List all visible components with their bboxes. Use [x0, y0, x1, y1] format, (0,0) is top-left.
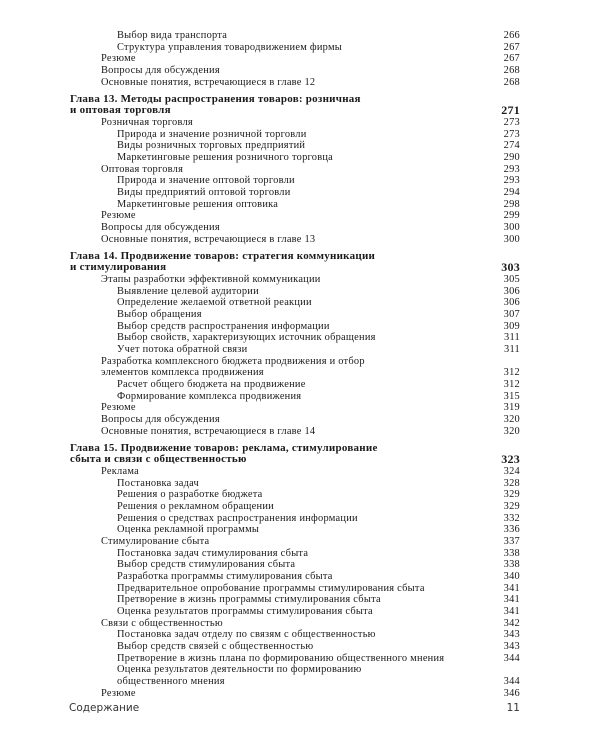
entry-title: Выбор обращения	[117, 309, 202, 321]
entry-page-number: 267	[503, 41, 520, 53]
entry-page-number: 294	[503, 187, 520, 199]
toc-subsection-entry	[70, 140, 520, 152]
toc-section-entry	[70, 426, 520, 438]
chapter-title-line: Глава 14. Продвижение товаров: стратегия коммуникации	[70, 249, 376, 262]
entry-page-number: 332	[503, 512, 520, 524]
entry-page-number: 267	[503, 53, 520, 65]
entry-page-number: 320	[503, 414, 520, 425]
entry-title: Виды предприятий оптовой торговли	[117, 187, 291, 199]
entry-title: Решения о средствах распространения информации	[117, 512, 358, 524]
toc-subsection-entry	[70, 391, 520, 403]
chapter-title-line: сбыта и связи с общественностью	[70, 453, 247, 466]
entry-page-number: 344	[503, 675, 520, 687]
toc-subsection-entry	[70, 583, 520, 595]
entry-title: Выявление целевой аудитории	[117, 285, 259, 297]
entry-page-number: 312	[503, 367, 520, 379]
entry-title: Расчет общего бюджета на продвижение	[117, 379, 306, 391]
entry-page-number: 341	[503, 594, 520, 606]
entry-title: Выбор средств стимулирования сбыта	[117, 559, 296, 571]
entry-page-number: 274	[503, 140, 520, 152]
entry-title: Постановка задач отделу по связям с общественностью	[117, 629, 376, 641]
toc-section-entry	[70, 402, 520, 414]
entry-title: Выбор вида транспорта	[117, 30, 228, 41]
entry-page-number: 329	[503, 501, 520, 513]
entry-page-number: 311	[504, 332, 520, 344]
chapter-page-number: 271	[501, 103, 520, 118]
toc-subsection-entry	[70, 309, 520, 321]
toc-subsection-entry	[70, 513, 520, 525]
entry-title: Вопросы для обсуждения	[101, 222, 220, 233]
entry-title: Постановка задач стимулирования сбыта	[117, 547, 309, 559]
toc-section-entry	[70, 688, 520, 700]
toc-subsection-entry	[70, 199, 520, 211]
entry-title: Маркетинговые решения розничного торговца	[117, 152, 334, 164]
entry-page-number: 329	[503, 489, 520, 501]
toc-subsection-entry	[70, 187, 520, 199]
entry-page-number: 298	[503, 198, 520, 210]
entry-page-number: 311	[504, 344, 520, 356]
entry-title: Основные понятия, встречающиеся в главе 14	[101, 425, 316, 437]
entry-page-number: 343	[503, 629, 520, 641]
entry-title: Резюме	[101, 402, 136, 414]
page-footer	[69, 702, 520, 714]
toc-subsection-entry	[70, 379, 520, 391]
entry-title: Оценка рекламной программы	[117, 524, 260, 536]
entry-page-number: 268	[503, 76, 520, 88]
entry-title: Оптовая торговля	[101, 163, 184, 175]
entry-title: Предварительное опробование программы стимулирования сбыта	[117, 582, 425, 594]
toc-section-entry	[70, 234, 520, 246]
entry-title: Резюме	[101, 53, 136, 65]
entry-page-number: 338	[503, 559, 520, 571]
entry-page-number: 266	[503, 30, 520, 41]
toc-section-entry	[70, 414, 520, 426]
entry-page-number: 300	[503, 222, 520, 233]
entry-title: Решения о рекламном обращении	[117, 501, 274, 513]
entry-title: Этапы разработки эффективной коммуникации	[101, 274, 321, 286]
toc-section-entry	[70, 117, 520, 129]
entry-title: Вопросы для обсуждения	[101, 414, 220, 425]
entry-title: Постановка задач	[117, 477, 200, 489]
entry-page-number: 268	[503, 64, 520, 76]
entry-page-number: 336	[503, 524, 520, 536]
entry-title: Природа и значение розничной торговли	[117, 128, 307, 140]
toc-subsection-entry	[70, 321, 520, 333]
toc-subsection-entry	[70, 30, 520, 42]
running-footer-title: Содержание	[69, 702, 140, 714]
toc-subsection-entry	[70, 606, 520, 618]
entry-page-number: 273	[503, 117, 520, 129]
entry-title: Резюме	[101, 210, 136, 222]
toc-subsection-entry	[70, 332, 520, 344]
entry-page-number: 293	[503, 163, 520, 175]
toc-subsection-entry	[70, 501, 520, 513]
entry-title: Реклама	[101, 466, 139, 478]
entry-title: Оценка результатов программы стимулирования сбыта	[117, 606, 373, 617]
toc-section-entry	[70, 367, 520, 379]
entry-title: Резюме	[101, 687, 136, 699]
toc-subsection-entry	[70, 548, 520, 560]
toc-chapter-heading	[70, 105, 520, 117]
entry-page-number: 328	[503, 477, 520, 489]
toc-section-entry	[70, 274, 520, 286]
entry-page-number: 312	[503, 379, 520, 391]
entry-title: Структура управления товародвижением фирмы	[117, 41, 343, 53]
entry-page-number: 307	[503, 309, 520, 321]
page-number: 11	[506, 702, 520, 714]
toc-chapter-heading	[70, 454, 520, 466]
toc-subsection-entry	[70, 653, 520, 665]
entry-title: Основные понятия, встречающиеся в главе 12	[101, 76, 316, 88]
chapter-page-number: 303	[501, 260, 520, 275]
entry-title: Разработка комплексного бюджета продвижения и отбор	[101, 355, 365, 367]
toc-subsection-entry	[70, 641, 520, 653]
entry-page-number: 273	[503, 128, 520, 140]
toc-subsection-entry	[70, 524, 520, 536]
entry-page-number: 315	[503, 390, 520, 402]
entry-title: Формирование комплекса продвижения	[117, 390, 302, 402]
toc-subsection-entry	[70, 297, 520, 309]
toc-section-entry	[70, 356, 520, 368]
entry-title: Выбор свойств, характеризующих источник обращения	[117, 332, 376, 344]
toc-section-entry	[70, 77, 520, 89]
entry-page-number: 344	[503, 652, 520, 664]
chapter-title-line: Глава 15. Продвижение товаров: реклама, стимулирование	[70, 441, 378, 454]
table-of-contents	[70, 30, 520, 699]
entry-title: общественного мнения	[117, 675, 225, 687]
toc-section-entry	[70, 222, 520, 234]
chapter-title-line: и стимулирования	[70, 261, 167, 274]
entry-page-number: 309	[503, 320, 520, 332]
entry-page-number: 346	[503, 687, 520, 699]
toc-subsection-entry	[70, 286, 520, 298]
toc-subsection-entry	[70, 594, 520, 606]
toc-subsection-entry	[70, 676, 520, 688]
entry-page-number: 343	[503, 640, 520, 652]
entry-page-number: 319	[503, 402, 520, 414]
entry-title: Основные понятия, встречающиеся в главе 13	[101, 233, 316, 245]
toc-chapter-heading	[70, 262, 520, 274]
toc-section-entry	[70, 210, 520, 222]
entry-page-number: 306	[503, 285, 520, 297]
toc-subsection-entry	[70, 344, 520, 356]
toc-subsection-entry	[70, 664, 520, 676]
entry-title: Определение желаемой ответной реакции	[117, 297, 312, 309]
toc-subsection-entry	[70, 629, 520, 641]
entry-page-number: 342	[503, 617, 520, 629]
entry-title: элементов комплекса продвижения	[101, 367, 264, 379]
toc-section-entry	[70, 466, 520, 478]
entry-title: Вопросы для обсуждения	[101, 64, 220, 76]
entry-title: Решения о разработке бюджета	[117, 489, 263, 501]
entry-title: Стимулирование сбыта	[101, 536, 210, 548]
toc-section-entry	[70, 53, 520, 65]
entry-title: Разработка программы стимулирования сбыта	[117, 571, 333, 583]
chapter-title-line: Глава 13. Методы распространения товаров: розничная	[70, 92, 361, 105]
toc-subsection-entry	[70, 42, 520, 54]
entry-title: Претворение в жизнь плана по формированию общественного мнения	[117, 652, 445, 664]
entry-title: Оценка результатов деятельности по формированию	[117, 664, 362, 676]
toc-subsection-entry	[70, 129, 520, 141]
toc-subsection-entry	[70, 489, 520, 501]
entry-page-number: 324	[503, 466, 520, 478]
entry-page-number: 300	[503, 233, 520, 245]
entry-page-number: 340	[503, 571, 520, 583]
entry-page-number: 293	[503, 175, 520, 187]
entry-page-number: 320	[503, 425, 520, 437]
entry-page-number: 338	[503, 547, 520, 559]
toc-subsection-entry	[70, 571, 520, 583]
toc-section-entry	[70, 164, 520, 176]
chapter-title-line: и оптовая торговля	[70, 104, 171, 117]
entry-title: Связи с общественностью	[101, 617, 223, 629]
entry-title: Розничная торговля	[101, 117, 193, 129]
entry-page-number: 305	[503, 274, 520, 286]
entry-title: Учет потока обратной связи	[117, 344, 248, 356]
entry-title: Природа и значение оптовой торговли	[117, 175, 295, 187]
entry-page-number: 341	[503, 582, 520, 594]
toc-section-entry	[70, 65, 520, 77]
toc-subsection-entry	[70, 478, 520, 490]
entry-page-number: 306	[503, 297, 520, 309]
entry-title: Выбор средств связей с общественностью	[117, 640, 314, 652]
entry-title: Выбор средств распространения информации	[117, 320, 330, 332]
entry-page-number: 290	[503, 152, 520, 164]
chapter-page-number: 323	[501, 452, 520, 467]
entry-title: Претворение в жизнь программы стимулирования сбыта	[117, 594, 381, 606]
toc-section-entry	[70, 618, 520, 630]
toc-subsection-entry	[70, 559, 520, 571]
toc-subsection-entry	[70, 152, 520, 164]
entry-page-number: 341	[503, 606, 520, 617]
entry-page-number: 299	[503, 210, 520, 222]
entry-title: Виды розничных торговых предприятий	[117, 140, 306, 152]
entry-title: Маркетинговые решения оптовика	[117, 198, 279, 210]
entry-page-number: 337	[503, 536, 520, 548]
toc-subsection-entry	[70, 175, 520, 187]
toc-section-entry	[70, 536, 520, 548]
